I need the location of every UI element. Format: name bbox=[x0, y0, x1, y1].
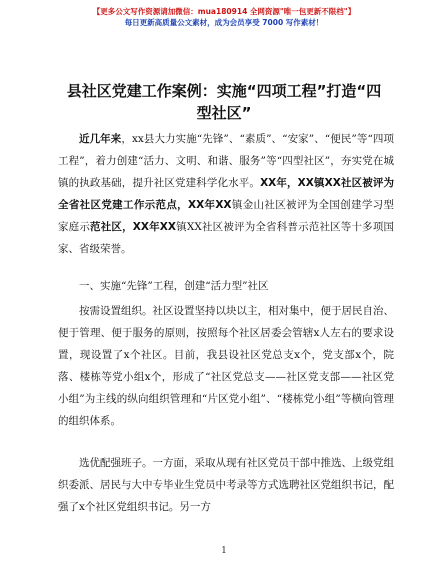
paragraph-intro-bold-3: 范社区，XX年XX bbox=[90, 221, 176, 233]
document-title: 县社区党建工作案例：实施“四项工程”打造“四型社区” bbox=[66, 82, 382, 122]
paragraph-leadership: 选优配强班子。一方面，采取从现有社区党员干部中推选、上级党组织委派、居民与大中专毕业生党员中考录等方式选聘社区党组织书记，配强了x个社区党组织书记。另一方 bbox=[58, 457, 394, 513]
promo-banner bbox=[0, 6, 448, 28]
paragraph-intro-text-1: ，xx县大力实施“先锋”、“素质”、“安家”、“便民”等“四项工程”，着力创建“活力、文明、和谐、服务”等“四型社区”，夯实党在城镇的执政基础，提升社区党建科学化水平。 bbox=[58, 133, 395, 189]
paragraph-intro-bold-2: XX年，XX镇XX社区被评为全省社区党建工作示范点，XX年XX bbox=[58, 177, 395, 211]
section-heading-1: 一、实施“先锋”工程，创建“活力型”社区 bbox=[79, 280, 269, 292]
paragraph-organization: 按需设置组织。社区设置坚持以块以主，相对集中，便于居民自治、便于管理、便于服务的原则，按照每个社区居委会管辖x人左右的要求设置，现设置了x个社区。目前，我县设社区党总支x个，党支部x个，院落、楼栋等党小组x个，形成了“社区党总支——社区党支部——社区党小组”为主线的纵向组织管理和“片区党小组”、“楼栋党小组”等横向管理的组织体系。 bbox=[58, 305, 394, 427]
paragraph-intro bbox=[58, 128, 394, 260]
paragraph-intro-text-3: 镇XX社区被评为全省科普示范社区等十多项国家、省级荣誉。 bbox=[58, 221, 395, 255]
page-number: 1 bbox=[221, 546, 227, 556]
promo-banner-line-1: 【更多公文写作资源请加微信：mua180914 全网资源"唯一包更新不限档"】 bbox=[92, 7, 356, 16]
paragraph-intro-lead: 近几年来 bbox=[79, 133, 122, 145]
promo-banner-line-2: 每日更新高质量公文素材，成为会员享受 7000 写作素材！ bbox=[124, 18, 324, 27]
paragraph-intro-text-2: 镇金山社区被评为全国创建学习型家庭示 bbox=[58, 199, 395, 233]
